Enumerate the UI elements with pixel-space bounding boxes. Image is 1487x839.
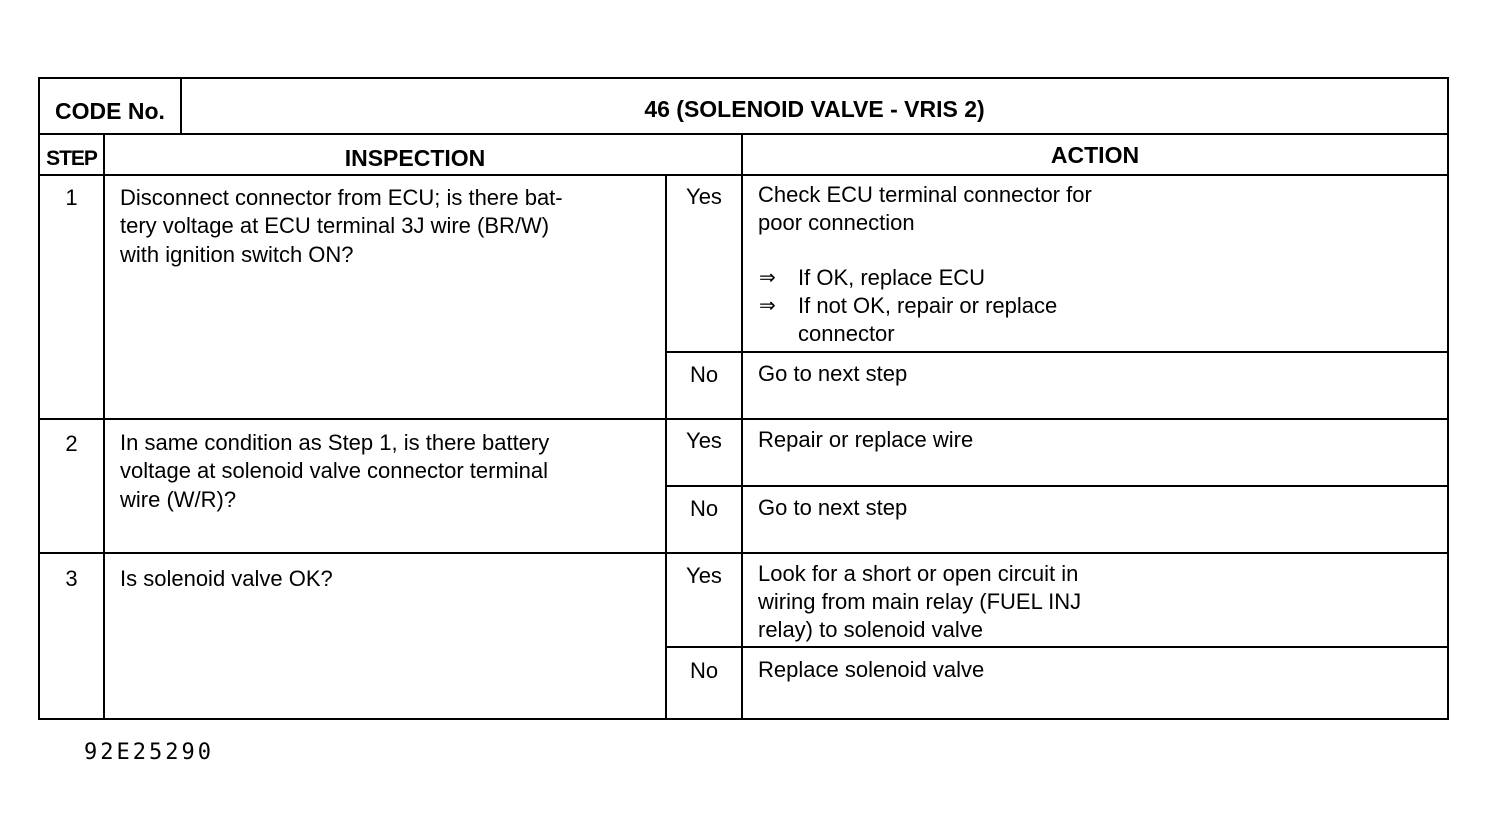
rule-step3-yes-bottom <box>665 646 1449 648</box>
rule-right <box>1447 77 1449 720</box>
step-1-sub-item-not-ok-text-2: connector <box>798 321 895 346</box>
step-3-no-action: Replace solenoid valve <box>758 657 985 682</box>
step-2-no-action: Go to next step <box>758 495 908 520</box>
rule-action-col-left <box>741 133 743 720</box>
step-2-inspection-line-3: wire (W/R)? <box>120 487 237 512</box>
step-2-no-label: No <box>689 496 719 521</box>
step-2-number: 2 <box>65 431 78 456</box>
rule-top <box>38 77 1449 79</box>
step-3-yes-label: Yes <box>686 563 722 588</box>
step-1-yes-action-line-1: Check ECU terminal connector for <box>758 182 1092 207</box>
arrow-right-icon: ⇒ <box>759 295 776 317</box>
rule-bottom <box>38 718 1449 720</box>
step-2-yes-label: Yes <box>686 428 722 453</box>
step-1-yes-action-line-2: poor connection <box>758 210 915 235</box>
rule-step2-bottom <box>38 552 1449 554</box>
arrow-right-icon: ⇒ <box>759 267 776 289</box>
step-3-number: 3 <box>65 566 78 591</box>
step-3-yes-action-line-3: relay) to solenoid valve <box>758 617 984 642</box>
column-header-inspection: INSPECTION <box>344 145 486 171</box>
step-3-yes-action-line-1: Look for a short or open circuit in <box>758 561 1079 586</box>
rule-step2-yes-bottom <box>665 485 1449 487</box>
step-1-no-label: No <box>689 362 719 387</box>
figure-id: 92E25290 <box>84 740 214 765</box>
step-1-sub-item-ok-text: If OK, replace ECU <box>798 265 986 290</box>
step-2-inspection-line-1: In same condition as Step 1, is there battery <box>120 430 550 455</box>
rule-step1-bottom <box>38 418 1449 420</box>
code-title: 46 (SOLENOID VALVE - VRIS 2) <box>644 96 985 122</box>
step-3-yes-action-line-2: wiring from main relay (FUEL INJ <box>758 589 1082 614</box>
step-1-sub-item-not-ok-text-1: If not OK, repair or replace <box>798 293 1058 318</box>
step-2-inspection-line-2: voltage at solenoid valve connector terminal <box>120 458 549 483</box>
column-header-step: STEP <box>46 147 97 170</box>
step-1-yes-label: Yes <box>686 184 722 209</box>
code-label: CODE No. <box>55 98 165 124</box>
column-header-action: ACTION <box>1050 142 1140 168</box>
step-1-inspection-line-1: Disconnect connector from ECU; is there bat- <box>120 185 563 210</box>
step-3-no-label: No <box>689 658 719 683</box>
step-1-inspection-line-3: with ignition switch ON? <box>120 242 354 267</box>
step-3-inspection-line-1: Is solenoid valve OK? <box>120 566 333 591</box>
step-1-number: 1 <box>65 185 78 210</box>
step-1-no-action: Go to next step <box>758 361 908 386</box>
rule-left <box>38 77 40 720</box>
step-2-yes-action: Repair or replace wire <box>758 427 974 452</box>
rule-header-bottom <box>38 133 1449 135</box>
rule-columns-bottom <box>38 174 1449 176</box>
rule-step1-yes-bottom <box>665 351 1449 353</box>
step-1-inspection-line-2: tery voltage at ECU terminal 3J wire (BR/W) <box>120 213 550 238</box>
rule-step-col-right <box>103 133 105 720</box>
